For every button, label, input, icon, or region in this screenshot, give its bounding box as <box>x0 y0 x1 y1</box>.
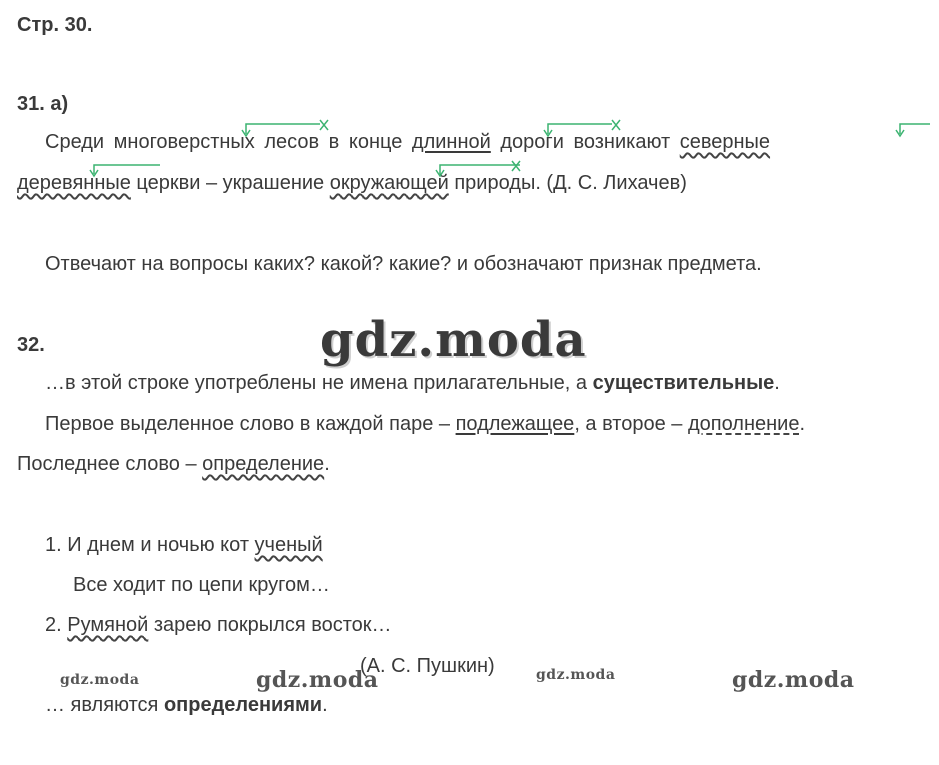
watermark-small-2: gdz.moda <box>256 667 379 693</box>
word: дороги <box>500 131 564 153</box>
word-adjective-wavy: северные <box>679 131 771 153</box>
exercise-32-number: 32. <box>17 334 45 356</box>
word: лесов в конце <box>254 131 412 153</box>
word: Среди <box>45 131 114 153</box>
term-subject: подлежащее <box>455 413 575 435</box>
word-attribute: Румяной <box>67 614 149 636</box>
watermark-main: gdz.moda <box>320 312 587 368</box>
ex32-line3 <box>17 451 330 477</box>
poem-line-1 <box>45 532 323 558</box>
ex31-sentence-line2 <box>17 170 687 196</box>
poem-line-3 <box>45 612 392 638</box>
term-object: дополнение <box>687 413 800 435</box>
text: . <box>324 453 330 475</box>
word-adjective-wavy: деревянные <box>17 172 131 194</box>
term-attribute: определение <box>202 453 325 475</box>
exercise-31-number: 31. а) <box>17 93 69 115</box>
word-attribute: ученый <box>254 534 323 556</box>
text: . <box>774 372 780 394</box>
text: Первое выделенное слово в каждой паре – <box>45 413 456 435</box>
text: …в этой строке употреблены не имена прилагательные, а <box>45 372 593 394</box>
word: церкви – украшение <box>130 172 330 194</box>
text: . <box>799 413 806 435</box>
text: 1. И днем и ночью кот <box>45 534 255 556</box>
poem-line-2: Все ходит по цепи кругом… <box>73 574 330 596</box>
space <box>491 131 501 153</box>
watermark-small-4: gdz.moda <box>732 667 855 693</box>
watermark-small-1: gdz.moda <box>60 672 140 688</box>
ex32-conclusion <box>45 692 328 718</box>
ex32-line1 <box>45 370 780 396</box>
ex31-answer: Отвечают на вопросы каких? какой? какие? и обозначают признак предмета. <box>45 253 762 275</box>
text: Последнее слово – <box>17 453 203 475</box>
watermark-small-3: gdz.moda <box>536 667 616 683</box>
poem-author: (А. С. Пушкин) <box>360 655 495 677</box>
ex32-line2 <box>45 411 805 437</box>
text: . <box>322 694 328 716</box>
text: … являются <box>45 694 164 716</box>
word-adjective-wavy: окружающей <box>329 172 449 194</box>
word-adjective-underlined: длинной <box>411 131 491 153</box>
text: , а второе – <box>574 413 688 435</box>
text: 2. <box>45 614 68 636</box>
word-adjective: многоверстных <box>113 131 255 153</box>
ex31-sentence-line1 <box>45 129 770 155</box>
emphasis-attributes: определениями <box>163 694 323 716</box>
text: зарею покрылся восток… <box>148 614 392 636</box>
word: возникают <box>563 131 680 153</box>
word: природы. (Д. С. Лихачев) <box>448 172 687 194</box>
page-number: Стр. 30. <box>17 14 93 36</box>
emphasis-nouns: существительные <box>592 372 775 394</box>
